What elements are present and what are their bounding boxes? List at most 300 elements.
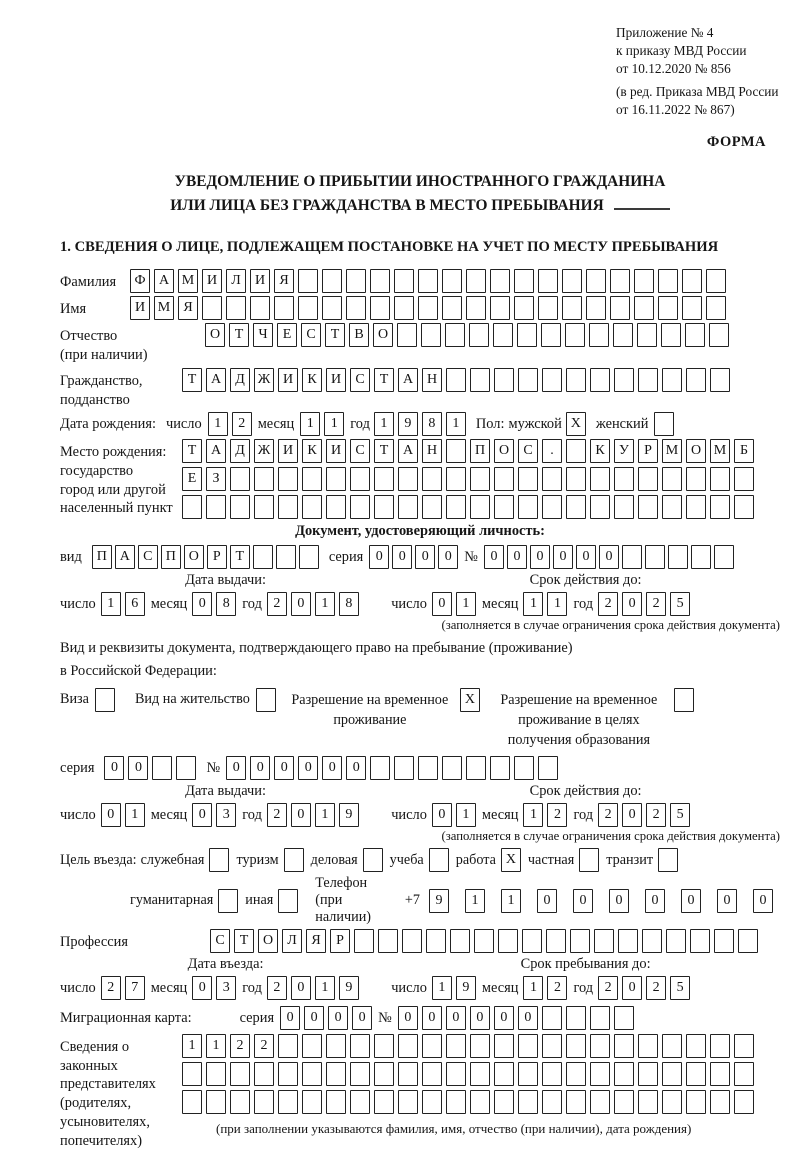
- char-cell[interactable]: [418, 756, 438, 780]
- char-cell[interactable]: [374, 1034, 394, 1058]
- char-cell[interactable]: [691, 545, 711, 569]
- char-cell[interactable]: [562, 296, 582, 320]
- char-cell[interactable]: [538, 296, 558, 320]
- char-cell[interactable]: [206, 1062, 226, 1086]
- char-cell[interactable]: 8: [422, 412, 442, 436]
- char-cell[interactable]: 1: [523, 803, 543, 827]
- char-cell[interactable]: [586, 269, 606, 293]
- char-cell[interactable]: [518, 495, 538, 519]
- char-cell[interactable]: 9: [429, 889, 449, 913]
- char-cell[interactable]: Т: [374, 368, 394, 392]
- char-cell[interactable]: Н: [422, 368, 442, 392]
- char-cell[interactable]: 0: [322, 756, 342, 780]
- char-cell[interactable]: [422, 1090, 442, 1114]
- char-cell[interactable]: [446, 1034, 466, 1058]
- char-cell[interactable]: [202, 296, 222, 320]
- purpose-tourism-checkbox[interactable]: [284, 848, 304, 872]
- char-cell[interactable]: [446, 439, 466, 463]
- char-cell[interactable]: 0: [470, 1006, 490, 1030]
- char-cell[interactable]: [350, 467, 370, 491]
- char-cell[interactable]: Т: [325, 323, 345, 347]
- char-cell[interactable]: 1: [501, 889, 521, 913]
- char-cell[interactable]: [638, 1034, 658, 1058]
- char-cell[interactable]: [152, 756, 172, 780]
- char-cell[interactable]: 0: [622, 976, 642, 1000]
- char-cell[interactable]: 0: [101, 803, 121, 827]
- char-cell[interactable]: [398, 1062, 418, 1086]
- char-cell[interactable]: [714, 929, 734, 953]
- char-cell[interactable]: [538, 756, 558, 780]
- char-cell[interactable]: 0: [104, 756, 124, 780]
- char-cell[interactable]: 2: [547, 803, 567, 827]
- char-cell[interactable]: [346, 296, 366, 320]
- char-cell[interactable]: [354, 929, 374, 953]
- char-cell[interactable]: О: [494, 439, 514, 463]
- char-cell[interactable]: [522, 929, 542, 953]
- char-cell[interactable]: [254, 1090, 274, 1114]
- char-cell[interactable]: [394, 296, 414, 320]
- char-cell[interactable]: М: [154, 296, 174, 320]
- char-cell[interactable]: [490, 269, 510, 293]
- char-cell[interactable]: И: [250, 269, 270, 293]
- char-cell[interactable]: П: [92, 545, 112, 569]
- char-cell[interactable]: И: [326, 368, 346, 392]
- char-cell[interactable]: [326, 495, 346, 519]
- char-cell[interactable]: [638, 495, 658, 519]
- char-cell[interactable]: [446, 495, 466, 519]
- char-cell[interactable]: [566, 1090, 586, 1114]
- char-cell[interactable]: 0: [422, 1006, 442, 1030]
- char-cell[interactable]: 1: [523, 592, 543, 616]
- char-cell[interactable]: [566, 495, 586, 519]
- char-cell[interactable]: [278, 467, 298, 491]
- char-cell[interactable]: 1: [101, 592, 121, 616]
- char-cell[interactable]: П: [161, 545, 181, 569]
- char-cell[interactable]: 1: [125, 803, 145, 827]
- char-cell[interactable]: [442, 296, 462, 320]
- char-cell[interactable]: [206, 495, 226, 519]
- char-cell[interactable]: 0: [622, 803, 642, 827]
- char-cell[interactable]: [542, 1062, 562, 1086]
- char-cell[interactable]: [422, 1034, 442, 1058]
- char-cell[interactable]: [662, 495, 682, 519]
- char-cell[interactable]: [518, 1062, 538, 1086]
- char-cell[interactable]: [614, 1006, 634, 1030]
- char-cell[interactable]: Р: [638, 439, 658, 463]
- char-cell[interactable]: К: [302, 439, 322, 463]
- char-cell[interactable]: [734, 495, 754, 519]
- char-cell[interactable]: С: [518, 439, 538, 463]
- char-cell[interactable]: 0: [645, 889, 665, 913]
- char-cell[interactable]: [398, 1034, 418, 1058]
- char-cell[interactable]: 0: [398, 1006, 418, 1030]
- char-cell[interactable]: [710, 1034, 730, 1058]
- char-cell[interactable]: [710, 495, 730, 519]
- char-cell[interactable]: Т: [230, 545, 250, 569]
- char-cell[interactable]: 9: [339, 976, 359, 1000]
- char-cell[interactable]: К: [590, 439, 610, 463]
- char-cell[interactable]: 0: [274, 756, 294, 780]
- char-cell[interactable]: Ж: [254, 368, 274, 392]
- char-cell[interactable]: 0: [192, 803, 212, 827]
- char-cell[interactable]: [686, 495, 706, 519]
- char-cell[interactable]: 2: [598, 976, 618, 1000]
- char-cell[interactable]: [182, 495, 202, 519]
- char-cell[interactable]: 0: [432, 803, 452, 827]
- char-cell[interactable]: О: [205, 323, 225, 347]
- char-cell[interactable]: 2: [230, 1034, 250, 1058]
- char-cell[interactable]: 3: [216, 803, 236, 827]
- char-cell[interactable]: [638, 467, 658, 491]
- char-cell[interactable]: [230, 1062, 250, 1086]
- char-cell[interactable]: [613, 323, 633, 347]
- char-cell[interactable]: [298, 269, 318, 293]
- char-cell[interactable]: 0: [438, 545, 458, 569]
- char-cell[interactable]: [710, 368, 730, 392]
- char-cell[interactable]: [710, 467, 730, 491]
- char-cell[interactable]: Л: [226, 269, 246, 293]
- char-cell[interactable]: [618, 929, 638, 953]
- char-cell[interactable]: [542, 495, 562, 519]
- visa-checkbox[interactable]: [95, 688, 115, 712]
- char-cell[interactable]: 0: [484, 545, 504, 569]
- char-cell[interactable]: 0: [328, 1006, 348, 1030]
- char-cell[interactable]: 2: [598, 592, 618, 616]
- char-cell[interactable]: [541, 323, 561, 347]
- char-cell[interactable]: 1: [206, 1034, 226, 1058]
- char-cell[interactable]: [394, 269, 414, 293]
- char-cell[interactable]: [566, 368, 586, 392]
- char-cell[interactable]: 0: [369, 545, 389, 569]
- char-cell[interactable]: [470, 1034, 490, 1058]
- char-cell[interactable]: 9: [339, 803, 359, 827]
- char-cell[interactable]: [662, 467, 682, 491]
- char-cell[interactable]: [422, 495, 442, 519]
- char-cell[interactable]: [176, 756, 196, 780]
- purpose-official-checkbox[interactable]: [209, 848, 229, 872]
- char-cell[interactable]: Е: [182, 467, 202, 491]
- char-cell[interactable]: [538, 269, 558, 293]
- char-cell[interactable]: 1: [456, 803, 476, 827]
- char-cell[interactable]: О: [373, 323, 393, 347]
- char-cell[interactable]: И: [130, 296, 150, 320]
- char-cell[interactable]: 1: [547, 592, 567, 616]
- char-cell[interactable]: [350, 1034, 370, 1058]
- char-cell[interactable]: [614, 1034, 634, 1058]
- char-cell[interactable]: 2: [646, 976, 666, 1000]
- char-cell[interactable]: [350, 1090, 370, 1114]
- char-cell[interactable]: [494, 1090, 514, 1114]
- char-cell[interactable]: Я: [178, 296, 198, 320]
- char-cell[interactable]: [614, 1062, 634, 1086]
- char-cell[interactable]: [394, 756, 414, 780]
- char-cell[interactable]: [706, 296, 726, 320]
- char-cell[interactable]: [570, 929, 590, 953]
- char-cell[interactable]: [710, 1062, 730, 1086]
- char-cell[interactable]: 1: [315, 803, 335, 827]
- char-cell[interactable]: [610, 269, 630, 293]
- char-cell[interactable]: [250, 296, 270, 320]
- char-cell[interactable]: [278, 1034, 298, 1058]
- purpose-humanitarian-checkbox[interactable]: [218, 889, 238, 913]
- purpose-private-checkbox[interactable]: [579, 848, 599, 872]
- char-cell[interactable]: [469, 323, 489, 347]
- char-cell[interactable]: 0: [128, 756, 148, 780]
- char-cell[interactable]: [661, 323, 681, 347]
- char-cell[interactable]: [299, 545, 319, 569]
- char-cell[interactable]: [566, 1006, 586, 1030]
- char-cell[interactable]: [466, 296, 486, 320]
- char-cell[interactable]: 0: [553, 545, 573, 569]
- char-cell[interactable]: [614, 467, 634, 491]
- char-cell[interactable]: 0: [432, 592, 452, 616]
- char-cell[interactable]: 2: [646, 592, 666, 616]
- char-cell[interactable]: С: [350, 439, 370, 463]
- char-cell[interactable]: Р: [330, 929, 350, 953]
- char-cell[interactable]: [398, 1090, 418, 1114]
- char-cell[interactable]: 0: [280, 1006, 300, 1030]
- char-cell[interactable]: [637, 323, 657, 347]
- char-cell[interactable]: [350, 495, 370, 519]
- char-cell[interactable]: [445, 323, 465, 347]
- char-cell[interactable]: [398, 495, 418, 519]
- char-cell[interactable]: 5: [670, 592, 690, 616]
- char-cell[interactable]: [298, 296, 318, 320]
- char-cell[interactable]: [542, 1090, 562, 1114]
- char-cell[interactable]: 0: [392, 545, 412, 569]
- char-cell[interactable]: [493, 323, 513, 347]
- char-cell[interactable]: [254, 1062, 274, 1086]
- char-cell[interactable]: 2: [101, 976, 121, 1000]
- char-cell[interactable]: [302, 467, 322, 491]
- char-cell[interactable]: [638, 1090, 658, 1114]
- char-cell[interactable]: 0: [226, 756, 246, 780]
- char-cell[interactable]: 2: [232, 412, 252, 436]
- char-cell[interactable]: 0: [298, 756, 318, 780]
- char-cell[interactable]: [494, 368, 514, 392]
- char-cell[interactable]: [542, 467, 562, 491]
- char-cell[interactable]: [450, 929, 470, 953]
- char-cell[interactable]: У: [614, 439, 634, 463]
- char-cell[interactable]: [470, 1062, 490, 1086]
- char-cell[interactable]: [517, 323, 537, 347]
- char-cell[interactable]: З: [206, 467, 226, 491]
- char-cell[interactable]: [442, 269, 462, 293]
- char-cell[interactable]: 2: [598, 803, 618, 827]
- char-cell[interactable]: [230, 495, 250, 519]
- char-cell[interactable]: [370, 756, 390, 780]
- char-cell[interactable]: [446, 467, 466, 491]
- char-cell[interactable]: С: [210, 929, 230, 953]
- char-cell[interactable]: 0: [753, 889, 773, 913]
- char-cell[interactable]: [446, 1062, 466, 1086]
- char-cell[interactable]: О: [686, 439, 706, 463]
- char-cell[interactable]: 1: [182, 1034, 202, 1058]
- char-cell[interactable]: [542, 1006, 562, 1030]
- char-cell[interactable]: [514, 296, 534, 320]
- char-cell[interactable]: [662, 1062, 682, 1086]
- char-cell[interactable]: А: [115, 545, 135, 569]
- char-cell[interactable]: [738, 929, 758, 953]
- char-cell[interactable]: Я: [306, 929, 326, 953]
- char-cell[interactable]: [590, 368, 610, 392]
- char-cell[interactable]: [662, 1034, 682, 1058]
- char-cell[interactable]: [638, 1062, 658, 1086]
- char-cell[interactable]: И: [278, 439, 298, 463]
- char-cell[interactable]: [182, 1090, 202, 1114]
- char-cell[interactable]: 0: [622, 592, 642, 616]
- char-cell[interactable]: 0: [291, 803, 311, 827]
- char-cell[interactable]: О: [184, 545, 204, 569]
- char-cell[interactable]: 1: [374, 412, 394, 436]
- purpose-transit-checkbox[interactable]: [658, 848, 678, 872]
- char-cell[interactable]: 1: [523, 976, 543, 1000]
- char-cell[interactable]: Т: [374, 439, 394, 463]
- char-cell[interactable]: [565, 323, 585, 347]
- char-cell[interactable]: [642, 929, 662, 953]
- char-cell[interactable]: 2: [547, 976, 567, 1000]
- char-cell[interactable]: [494, 1034, 514, 1058]
- char-cell[interactable]: [658, 269, 678, 293]
- char-cell[interactable]: 1: [446, 412, 466, 436]
- char-cell[interactable]: 1: [300, 412, 320, 436]
- char-cell[interactable]: 0: [291, 976, 311, 1000]
- char-cell[interactable]: [421, 323, 441, 347]
- char-cell[interactable]: [566, 1034, 586, 1058]
- char-cell[interactable]: [446, 1090, 466, 1114]
- char-cell[interactable]: [426, 929, 446, 953]
- char-cell[interactable]: [466, 269, 486, 293]
- char-cell[interactable]: [590, 495, 610, 519]
- char-cell[interactable]: [562, 269, 582, 293]
- char-cell[interactable]: [230, 467, 250, 491]
- char-cell[interactable]: Ж: [254, 439, 274, 463]
- char-cell[interactable]: [490, 296, 510, 320]
- char-cell[interactable]: Е: [277, 323, 297, 347]
- char-cell[interactable]: Б: [734, 439, 754, 463]
- char-cell[interactable]: [634, 269, 654, 293]
- char-cell[interactable]: Р: [207, 545, 227, 569]
- char-cell[interactable]: [686, 1090, 706, 1114]
- char-cell[interactable]: [682, 269, 702, 293]
- char-cell[interactable]: [662, 368, 682, 392]
- char-cell[interactable]: [446, 368, 466, 392]
- residence-permit-checkbox[interactable]: [256, 688, 276, 712]
- char-cell[interactable]: 2: [254, 1034, 274, 1058]
- char-cell[interactable]: 0: [507, 545, 527, 569]
- char-cell[interactable]: [734, 1062, 754, 1086]
- char-cell[interactable]: 0: [352, 1006, 372, 1030]
- char-cell[interactable]: С: [138, 545, 158, 569]
- char-cell[interactable]: О: [258, 929, 278, 953]
- char-cell[interactable]: [645, 545, 665, 569]
- char-cell[interactable]: [418, 269, 438, 293]
- char-cell[interactable]: С: [350, 368, 370, 392]
- char-cell[interactable]: Я: [274, 269, 294, 293]
- char-cell[interactable]: [278, 1062, 298, 1086]
- char-cell[interactable]: [686, 368, 706, 392]
- char-cell[interactable]: [470, 495, 490, 519]
- char-cell[interactable]: 1: [208, 412, 228, 436]
- char-cell[interactable]: 8: [216, 592, 236, 616]
- char-cell[interactable]: [590, 1090, 610, 1114]
- char-cell[interactable]: [253, 545, 273, 569]
- char-cell[interactable]: 1: [465, 889, 485, 913]
- char-cell[interactable]: А: [206, 439, 226, 463]
- char-cell[interactable]: [590, 1006, 610, 1030]
- char-cell[interactable]: 1: [456, 592, 476, 616]
- char-cell[interactable]: [422, 467, 442, 491]
- char-cell[interactable]: 3: [216, 976, 236, 1000]
- char-cell[interactable]: [610, 296, 630, 320]
- char-cell[interactable]: [398, 467, 418, 491]
- char-cell[interactable]: А: [206, 368, 226, 392]
- char-cell[interactable]: Т: [182, 439, 202, 463]
- char-cell[interactable]: [710, 1090, 730, 1114]
- char-cell[interactable]: [494, 467, 514, 491]
- char-cell[interactable]: М: [662, 439, 682, 463]
- char-cell[interactable]: [690, 929, 710, 953]
- char-cell[interactable]: [470, 1090, 490, 1114]
- char-cell[interactable]: М: [710, 439, 730, 463]
- char-cell[interactable]: [326, 467, 346, 491]
- char-cell[interactable]: [686, 1034, 706, 1058]
- char-cell[interactable]: 8: [339, 592, 359, 616]
- char-cell[interactable]: [546, 929, 566, 953]
- char-cell[interactable]: [206, 1090, 226, 1114]
- char-cell[interactable]: [254, 467, 274, 491]
- char-cell[interactable]: 2: [267, 592, 287, 616]
- char-cell[interactable]: [734, 1090, 754, 1114]
- char-cell[interactable]: К: [302, 368, 322, 392]
- char-cell[interactable]: [490, 756, 510, 780]
- char-cell[interactable]: [374, 495, 394, 519]
- char-cell[interactable]: [302, 1090, 322, 1114]
- char-cell[interactable]: [634, 296, 654, 320]
- char-cell[interactable]: [302, 1034, 322, 1058]
- char-cell[interactable]: [498, 929, 518, 953]
- char-cell[interactable]: [466, 756, 486, 780]
- char-cell[interactable]: И: [278, 368, 298, 392]
- char-cell[interactable]: [518, 467, 538, 491]
- char-cell[interactable]: 2: [267, 976, 287, 1000]
- char-cell[interactable]: Т: [234, 929, 254, 953]
- char-cell[interactable]: Т: [182, 368, 202, 392]
- char-cell[interactable]: [518, 368, 538, 392]
- char-cell[interactable]: [614, 495, 634, 519]
- char-cell[interactable]: [686, 467, 706, 491]
- char-cell[interactable]: [638, 368, 658, 392]
- char-cell[interactable]: 0: [576, 545, 596, 569]
- char-cell[interactable]: [734, 1034, 754, 1058]
- char-cell[interactable]: М: [178, 269, 198, 293]
- char-cell[interactable]: В: [349, 323, 369, 347]
- char-cell[interactable]: [686, 1062, 706, 1086]
- char-cell[interactable]: 6: [125, 592, 145, 616]
- char-cell[interactable]: [402, 929, 422, 953]
- char-cell[interactable]: [566, 1062, 586, 1086]
- char-cell[interactable]: А: [398, 439, 418, 463]
- char-cell[interactable]: [566, 467, 586, 491]
- char-cell[interactable]: 9: [398, 412, 418, 436]
- char-cell[interactable]: [542, 1034, 562, 1058]
- char-cell[interactable]: С: [301, 323, 321, 347]
- char-cell[interactable]: [714, 545, 734, 569]
- char-cell[interactable]: [682, 296, 702, 320]
- char-cell[interactable]: 0: [609, 889, 629, 913]
- char-cell[interactable]: 5: [670, 976, 690, 1000]
- char-cell[interactable]: [518, 1034, 538, 1058]
